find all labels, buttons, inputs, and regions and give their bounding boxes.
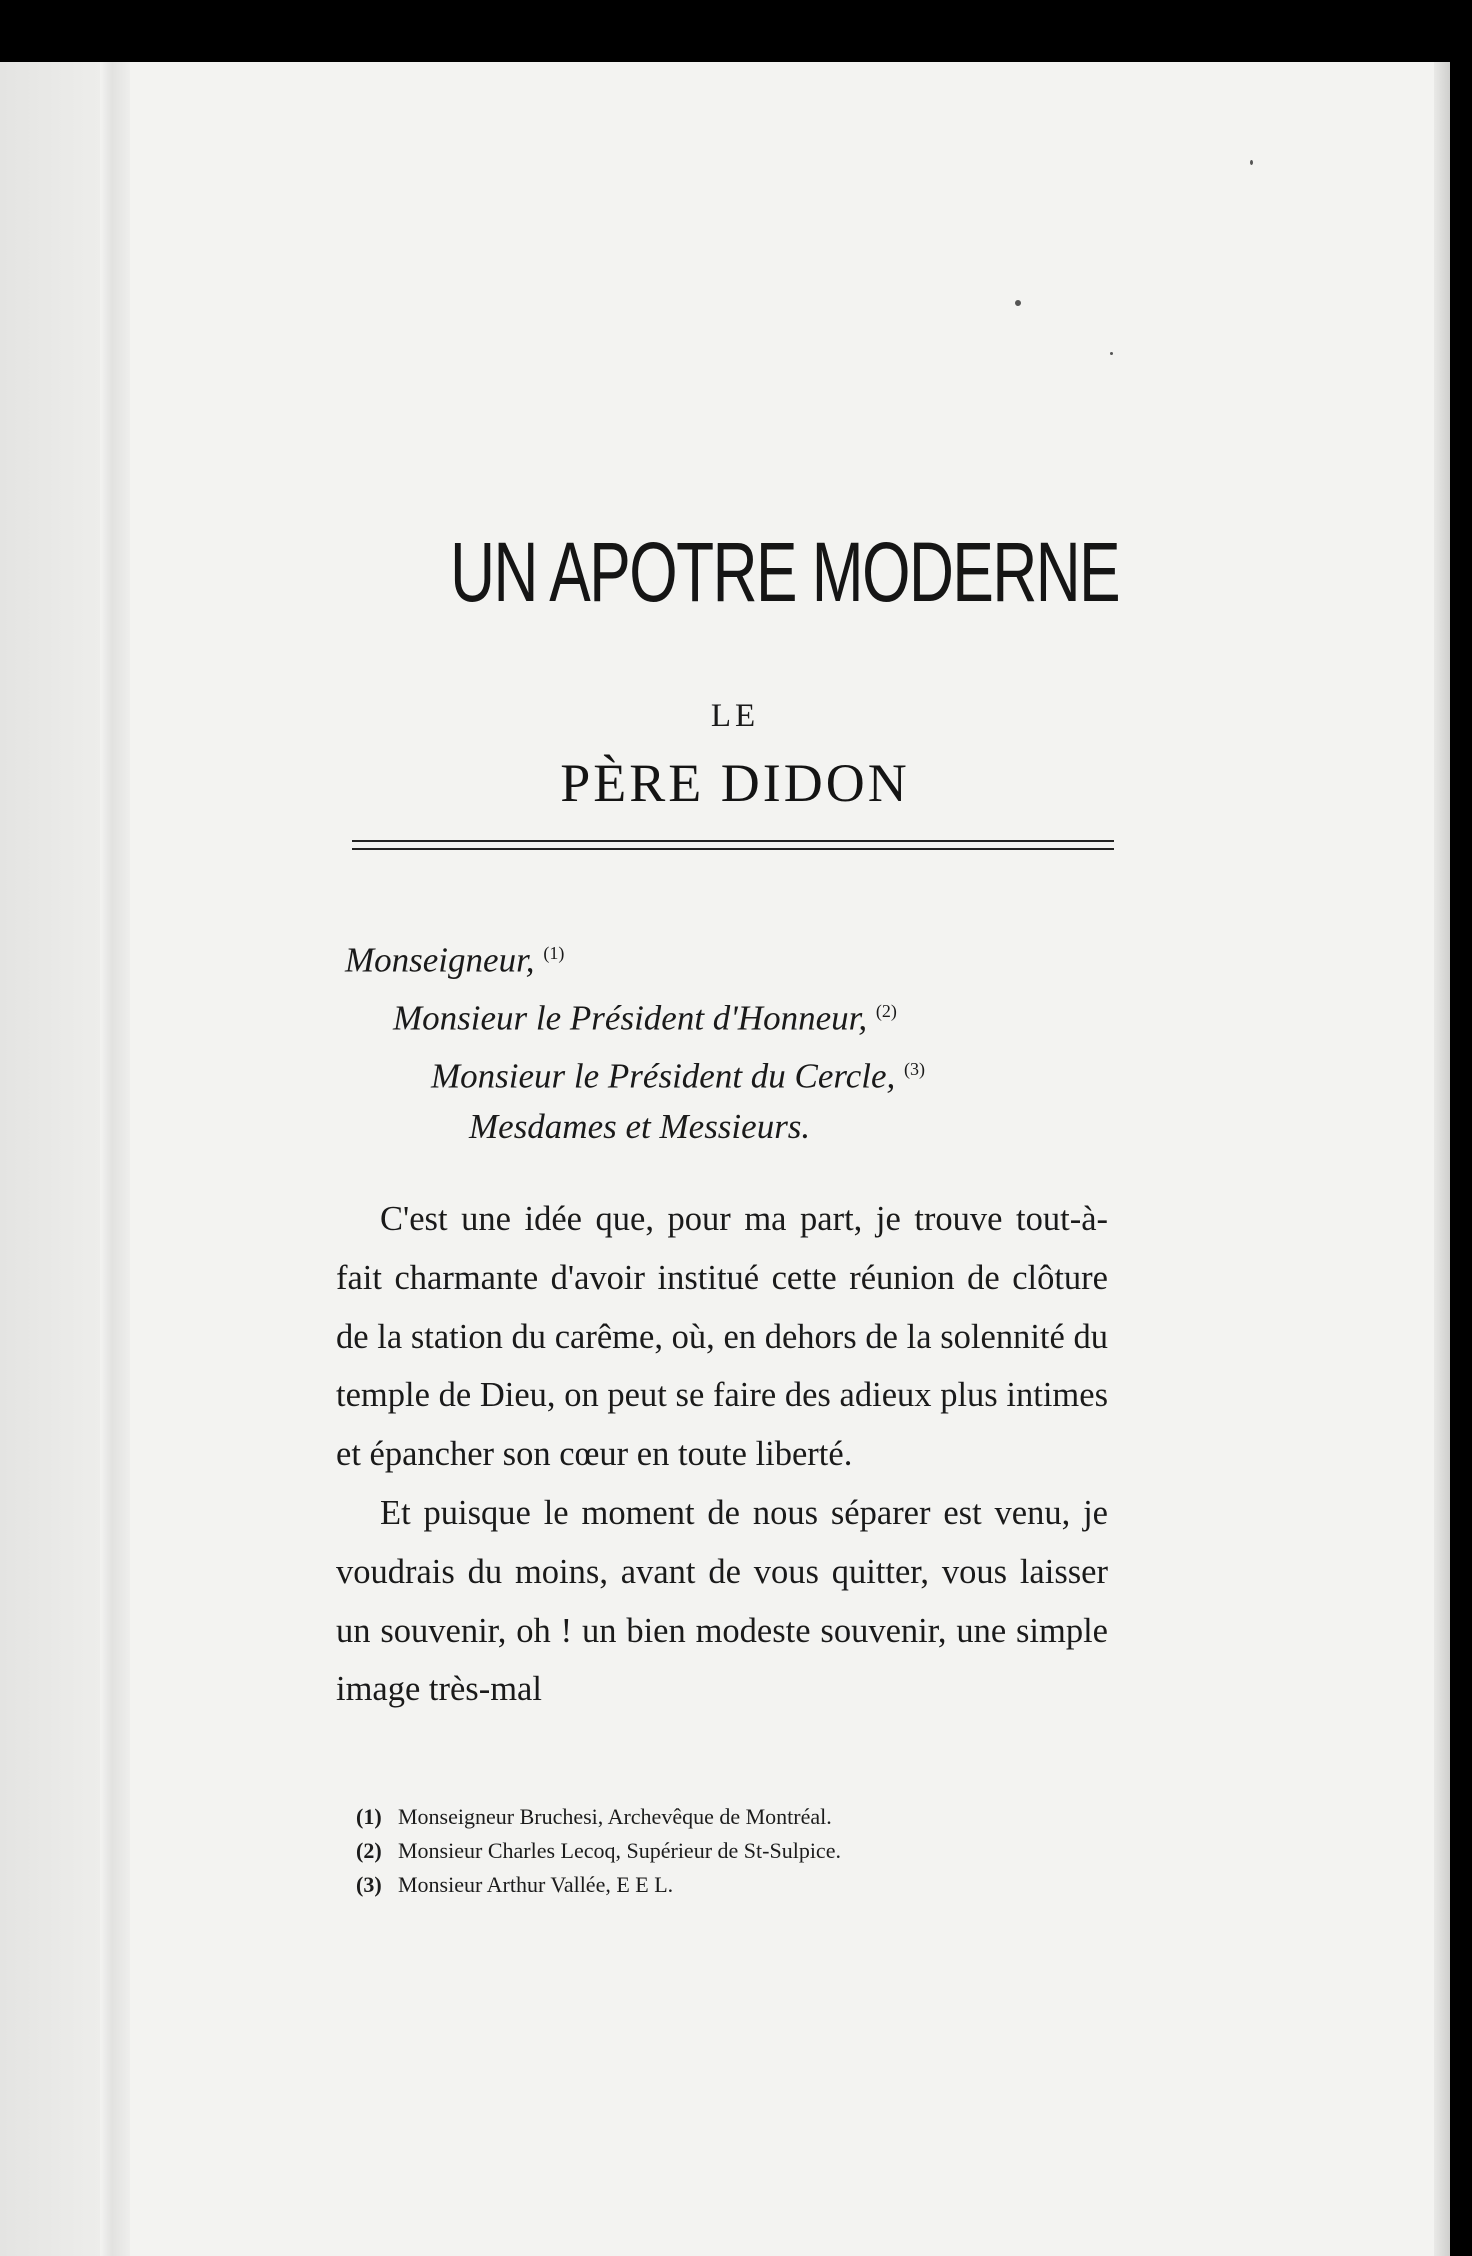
salutation-line: Mesdames et Messieurs. bbox=[469, 1107, 811, 1146]
binding-fold bbox=[100, 62, 130, 2256]
footnote-number: (3) bbox=[356, 1872, 382, 1897]
footnote-text: Monsieur Charles Lecoq, Supérieur de St-Sulpice. bbox=[398, 1838, 841, 1863]
footnote-text: Monseigneur Bruchesi, Archevêque de Montréal. bbox=[398, 1804, 832, 1829]
body-text bbox=[336, 1190, 1108, 1719]
paper-speck bbox=[1250, 160, 1253, 165]
footnote bbox=[356, 1868, 1116, 1902]
document-page bbox=[0, 62, 1450, 2256]
salutation-line: Monsieur le Président du Cercle, $^{(3)}$ bbox=[431, 1056, 926, 1096]
footnote bbox=[356, 1800, 1116, 1834]
footnote-text: Monsieur Arthur Vallée, E E L. bbox=[398, 1872, 674, 1897]
paragraph: C'est une idée que, pour ma part, je trouve tout-à-fait charmante d'avoir institué cette réunion de clôture de la station du carême, où, en dehors de la solennité du temple de Dieu, on peut se faire des adieux plus intimes et épancher son cœur en toute liberté. bbox=[336, 1200, 1108, 1474]
salutation-line: Monsieur le Président d'Honneur, $^{(2)}$ bbox=[393, 998, 897, 1038]
subtitle-article: LE bbox=[710, 698, 760, 734]
paper-speck bbox=[1015, 300, 1021, 306]
paper-speck bbox=[1110, 352, 1113, 355]
salutation-line: Monseigneur, $^{(1)}$ bbox=[345, 940, 565, 980]
double-rule bbox=[352, 840, 1114, 854]
page-edge bbox=[1434, 62, 1450, 2256]
footnotes bbox=[356, 1800, 1116, 1902]
footnote bbox=[356, 1834, 1116, 1868]
page-margin-shadow bbox=[0, 62, 100, 2256]
footnote-number: (1) bbox=[356, 1804, 382, 1829]
footnote-number: (2) bbox=[356, 1838, 382, 1863]
page-title: UN APOTRE MODERNE bbox=[450, 525, 1120, 619]
paragraph: Et puisque le moment de nous séparer est venu, je voudrais du moins, avant de vous quitter, vous laisser un souvenir, oh ! un bien modeste souvenir, une simple image très-mal bbox=[336, 1493, 1108, 1709]
subtitle-name: PÈRE DIDON bbox=[560, 753, 910, 813]
